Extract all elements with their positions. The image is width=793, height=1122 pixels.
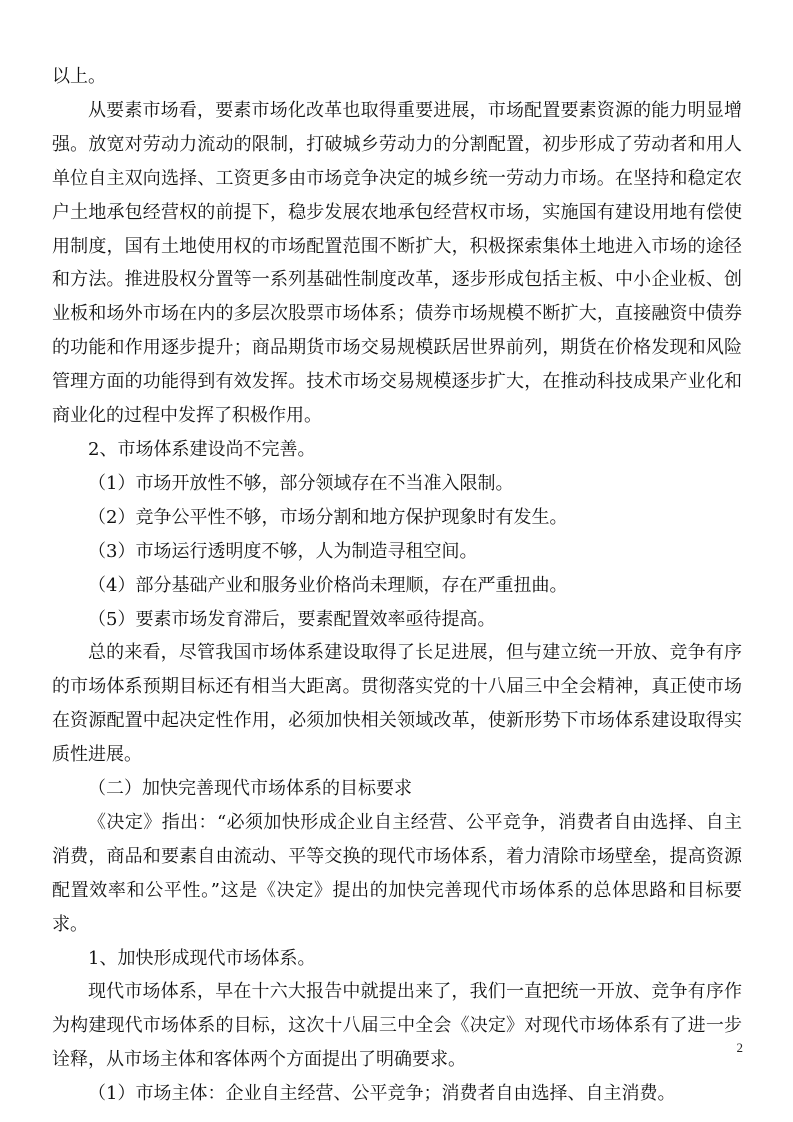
- paragraph: 总的来看，尽管我国市场体系建设取得了长足进展，但与建立统一开放、竞争有序的市场体系预期目标还有相当大距离。贯彻落实党的十八届三中全会精神，真正使市场在资源配置中起决定性作用，必须加快相关领域改革，使新形势下市场体系建设取得实质性进展。: [52, 642, 742, 766]
- list-item: （3）市场运行透明度不够，人为制造寻租空间。: [88, 540, 478, 562]
- list-item: （5）要素市场发育滞后，要素配置效率亟待提高。: [88, 608, 496, 630]
- paragraph: 以上。: [52, 66, 106, 87]
- section-heading: 1、加快形成现代市场体系。: [88, 947, 316, 969]
- section-heading: （二）加快完善现代市场体系的目标要求: [88, 778, 412, 800]
- list-item: （1）市场主体：企业自主经营、公平竞争；消费者自由选择、自主消费。: [88, 1083, 676, 1105]
- section-heading: 2、市场体系建设尚不完善。: [88, 438, 316, 460]
- paragraph: 现代市场体系，早在十六大报告中就提出来了，我们一直把统一开放、竞争有序作为构建现代市场体系的目标，这次十八届三中全会《决定》对现代市场体系有了进一步诠释，从市场主体和客体两个方面提出了明确要求。: [52, 981, 742, 1071]
- document-body: [52, 60, 742, 1111]
- page-number: 2: [736, 1040, 743, 1055]
- list-item: （2）竞争公平性不够，市场分割和地方保护现象时有发生。: [88, 506, 568, 528]
- paragraph: 从要素市场看，要素市场化改革也取得重要进展，市场配置要素资源的能力明显增强。放宽对劳动力流动的限制，打破城乡劳动力的分割配置，初步形成了劳动者和用人单位自主双向选择、工资更多由市场竞争决定的城乡统一劳动力市场。在坚持和稳定农户土地承包经营权的前提下，稳步发展农地承包经营权市场，实施国有建设用地有偿使用制度，国有土地使用权的市场配置范围不断扩大，积极探索集体土地进入市场的途径和方法。推进股权分置等一系列基础性制度改革，逐步形成包括主板、中小企业板、创业板和场外市场在内的多层次股票市场体系；债券市场规模不断扩大，直接融资中债券的功能和作用逐步提升；商品期货市场交易规模跃居世界前列，期货在价格发现和风险管理方面的功能得到有效发挥。技术市场交易规模逐步扩大，在推动科技成果产业化和商业化的过程中发挥了积极作用。: [52, 99, 742, 427]
- paragraph: 《决定》指出：“必须加快形成企业自主经营、公平竞争，消费者自由选择、自主消费，商品和要素自由流动、平等交换的现代市场体系，着力清除市场壁垒，提高资源配置效率和公平性。”这是《决定》提出的加快完善现代市场体系的总体思路和目标要求。: [52, 811, 742, 935]
- list-item: （4）部分基础产业和服务业价格尚未理顺，存在严重扭曲。: [88, 574, 568, 596]
- list-item: （1）市场开放性不够，部分领域存在不当准入限制。: [88, 472, 514, 494]
